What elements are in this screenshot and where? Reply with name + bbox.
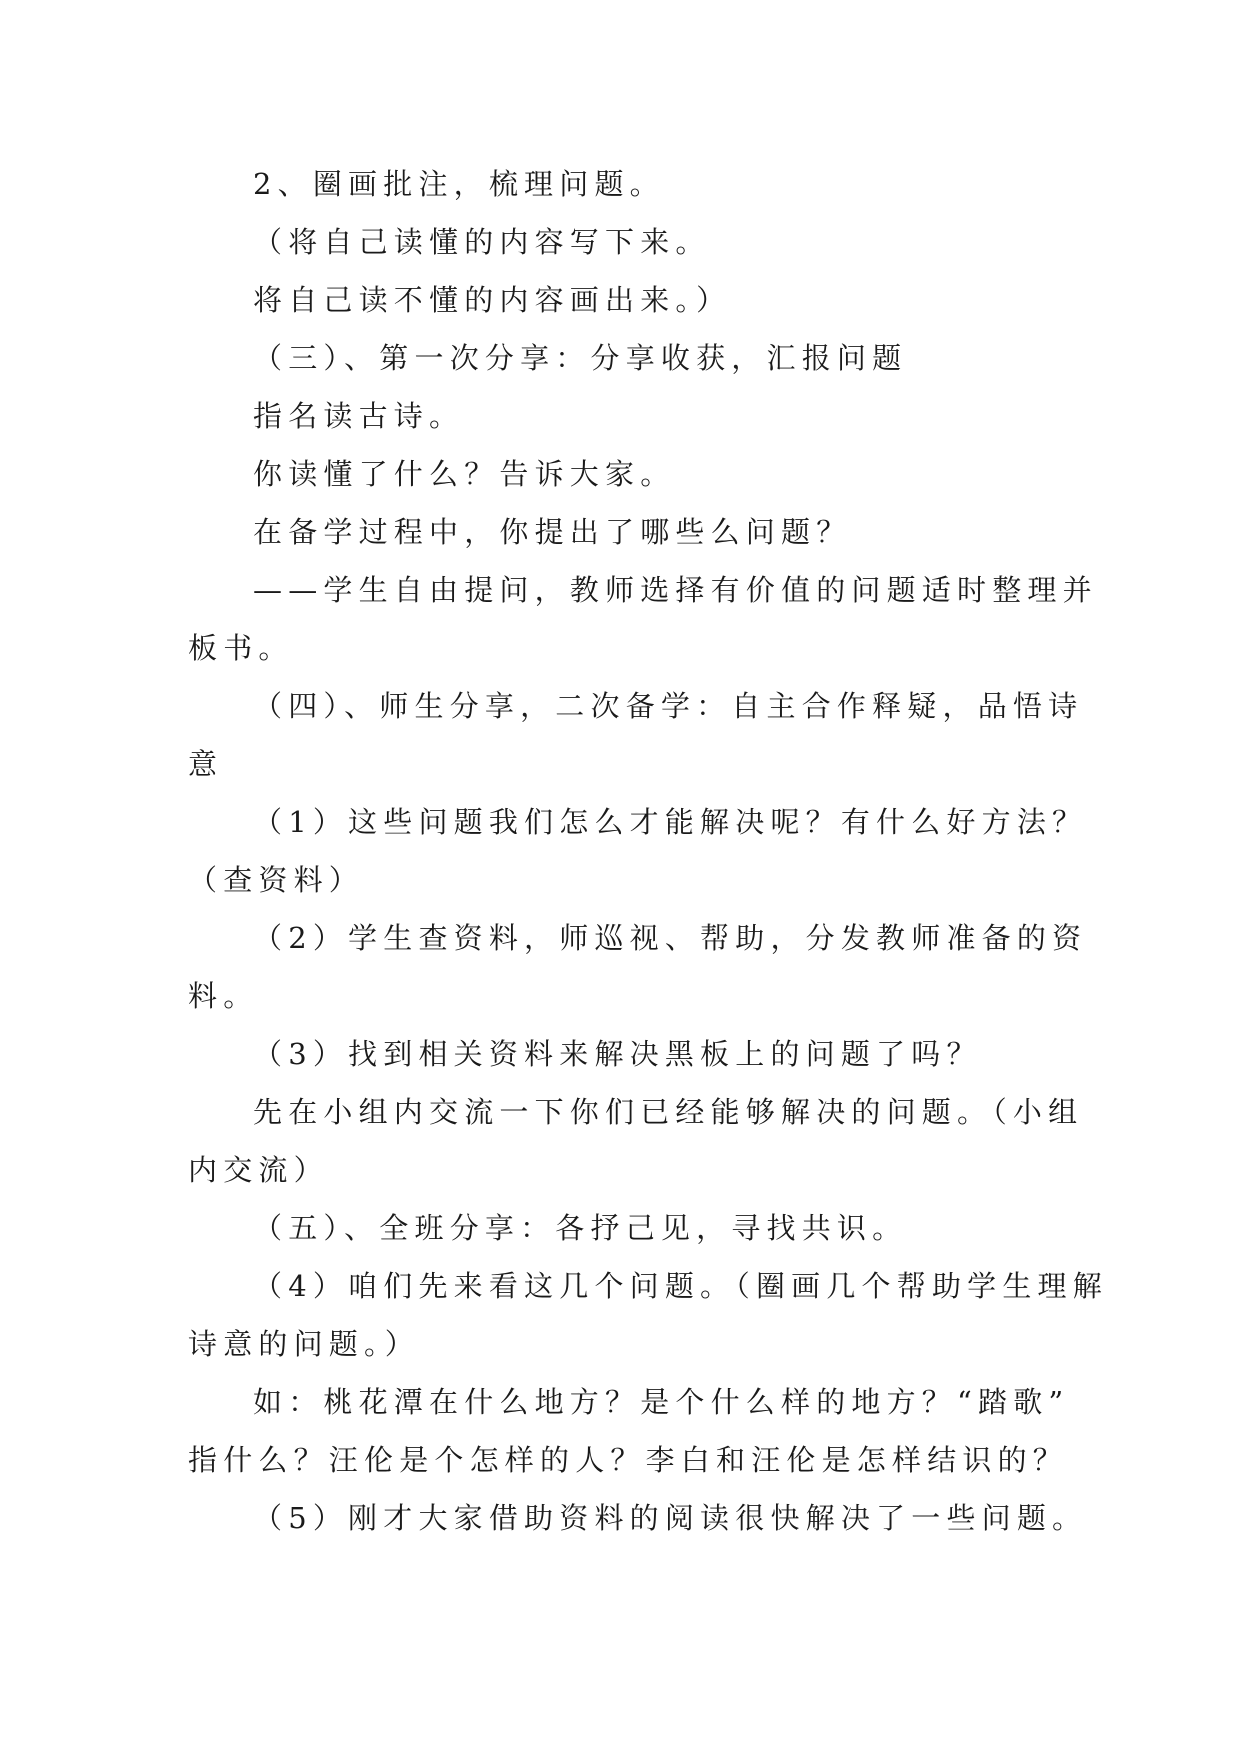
text-line: （五）、全班分享：各抒己见，寻找共识。: [253, 1211, 908, 1245]
text-line: （2）学生查资料，师巡视、帮助，分发教师准备的资: [253, 921, 1088, 955]
text-line: 板书。: [188, 631, 294, 665]
text-line: 内交流）: [188, 1153, 329, 1187]
text-line: 料。: [188, 979, 259, 1013]
text-line: 在备学过程中，你提出了哪些么问题？: [253, 515, 852, 549]
text-line: 将自己读不懂的内容画出来。）: [253, 283, 732, 317]
text-line: （5）刚才大家借助资料的阅读很快解决了一些问题。: [253, 1501, 1088, 1535]
text-line: 先在小组内交流一下你们已经能够解决的问题。（小组: [253, 1095, 1084, 1129]
text-line: 你读懂了什么？告诉大家。: [253, 457, 676, 491]
text-line: （查资料）: [188, 863, 365, 897]
text-line: （三）、第一次分享：分享收获，汇报问题: [253, 341, 908, 375]
text-line: （3）找到相关资料来解决黑板上的问题了吗？: [253, 1037, 982, 1071]
text-line: 意: [188, 747, 224, 781]
text-line: 诗意的问题。）: [188, 1327, 420, 1361]
text-line: 指什么？汪伦是个怎样的人？李白和汪伦是怎样结识的？: [188, 1443, 1069, 1477]
text-line: （1）这些问题我们怎么才能解决呢？有什么好方法？: [253, 805, 1088, 839]
text-line: （将自己读懂的内容写下来。: [253, 225, 711, 259]
text-line: （四）、师生分享，二次备学：自主合作释疑，品悟诗: [253, 689, 1084, 723]
text-line: 2、圈画批注，梳理问题。: [253, 167, 665, 201]
text-line: （4）咱们先来看这几个问题。（圈画几个帮助学生理解: [253, 1269, 1108, 1303]
text-line: 如：桃花潭在什么地方？是个什么样的地方？“踏歌”: [253, 1385, 1070, 1419]
text-line: 指名读古诗。: [253, 399, 465, 433]
text-line: ——学生自由提问，教师选择有价值的问题适时整理并: [253, 573, 1098, 607]
